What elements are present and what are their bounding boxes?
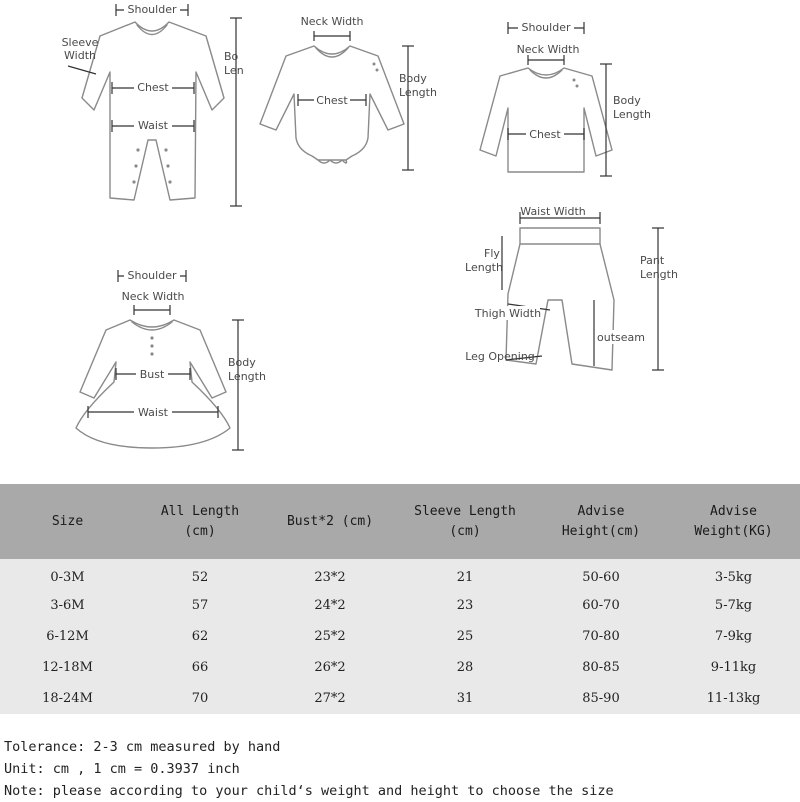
bodysuit-neck-width-label: Neck Width xyxy=(300,15,364,28)
cell-advise-height: 85-90 xyxy=(582,691,620,706)
size-chart-body xyxy=(0,559,800,714)
dress-body-label: Body xyxy=(228,356,256,369)
cell-bust: 27*2 xyxy=(314,691,346,706)
romper-sleeve-label: Sleeve xyxy=(61,36,99,49)
pants-leg-opening-label: Leg Opening xyxy=(465,350,535,363)
bodysuit-chest-label: Chest xyxy=(316,94,348,107)
cell-advise-height: 80-85 xyxy=(582,660,620,675)
cell-all-length: 66 xyxy=(191,660,209,675)
cell-sleeve-length: 23 xyxy=(456,598,474,613)
pants-diagram xyxy=(465,205,678,370)
romper-length-label: Len xyxy=(224,64,244,77)
cell-advise-weight: 3-5kg xyxy=(714,570,753,585)
cell-size: 0-3M xyxy=(50,570,85,585)
header-advise-weight: Advise Weight(KG) xyxy=(694,503,773,539)
top-length-label: Length xyxy=(613,108,651,121)
romper-waist-label: Waist xyxy=(137,119,169,132)
cell-bust: 25*2 xyxy=(314,629,346,644)
cell-advise-weight: 9-11kg xyxy=(710,660,757,675)
pants-fly-label: Fly xyxy=(484,247,500,260)
top-chest-label: Chest xyxy=(529,128,561,141)
cell-sleeve-length: 21 xyxy=(456,570,474,585)
dress-length-label: Length xyxy=(228,370,266,383)
cell-bust: 26*2 xyxy=(314,660,346,675)
dress-waist-label: Waist xyxy=(137,406,169,419)
dress-bust-label: Bust xyxy=(139,368,165,381)
cell-sleeve-length: 31 xyxy=(456,691,474,706)
tolerance-note: Tolerance: 2-3 cm measured by hand xyxy=(4,739,281,755)
pants-outseam-label: outseam xyxy=(597,331,645,344)
cell-all-length: 62 xyxy=(191,629,209,644)
romper-diagram xyxy=(62,2,244,206)
table-row xyxy=(0,621,800,652)
pants-pant-length-label: Length xyxy=(640,268,678,281)
dress-shoulder-label: Shoulder xyxy=(127,269,177,282)
cell-advise-height: 70-80 xyxy=(582,629,620,644)
cell-sleeve-length: 28 xyxy=(456,660,474,675)
size-advice-note: Note: please according to your child‘s weight and height to choose the size xyxy=(4,783,614,799)
top-body-label: Body xyxy=(613,94,641,107)
header-bust: Bust*2 (cm) xyxy=(286,513,374,529)
romper-body-label: Bo xyxy=(224,50,239,63)
cell-size: 3-6M xyxy=(50,598,85,613)
unit-note: Unit: cm , 1 cm = 0.3937 inch xyxy=(4,761,240,777)
cell-advise-height: 50-60 xyxy=(582,570,620,585)
top-neck-width-label: Neck Width xyxy=(516,43,580,56)
pants-waist-width-label: Waist Width xyxy=(520,205,586,218)
cell-all-length: 57 xyxy=(191,598,209,613)
cell-all-length: 70 xyxy=(191,691,209,706)
table-row xyxy=(0,590,800,621)
bodysuit-body-label: Body xyxy=(399,72,427,85)
cell-advise-weight: 5-7kg xyxy=(714,598,753,613)
size-chart-header xyxy=(0,484,800,559)
table-row xyxy=(0,559,800,590)
header-sleeve-length: Sleeve Length (cm) xyxy=(414,503,516,539)
header-size: Size xyxy=(51,513,84,529)
cell-bust: 23*2 xyxy=(314,570,346,585)
size-chart-table xyxy=(0,484,800,714)
pants-fly-length-label: Length xyxy=(465,261,503,274)
dress-diagram xyxy=(76,268,266,450)
cell-bust: 24*2 xyxy=(314,598,346,613)
notes-section xyxy=(4,736,800,802)
cell-advise-height: 60-70 xyxy=(582,598,620,613)
cell-size: 6-12M xyxy=(46,629,89,644)
romper-chest-label: Chest xyxy=(137,81,169,94)
dress-neck-width-label: Neck Width xyxy=(121,290,185,303)
top-shoulder-label: Shoulder xyxy=(521,21,571,34)
cell-advise-weight: 11-13kg xyxy=(706,691,761,706)
header-row xyxy=(0,484,800,559)
pants-thigh-width-label: Thigh Width xyxy=(474,307,542,320)
romper-sleeve-width-label: Width xyxy=(64,49,96,62)
bodysuit-length-label: Length xyxy=(399,86,437,99)
cell-size: 18-24M xyxy=(42,691,93,706)
cell-all-length: 52 xyxy=(191,570,209,585)
table-row xyxy=(0,652,800,683)
bodysuit-diagram xyxy=(260,15,437,170)
cell-size: 12-18M xyxy=(42,660,93,675)
top-diagram xyxy=(480,20,651,176)
header-all-length: All Length (cm) xyxy=(160,503,240,539)
table-row xyxy=(0,683,800,714)
cell-advise-weight: 7-9kg xyxy=(714,629,753,644)
romper-shoulder-label: Shoulder xyxy=(127,3,177,16)
header-advise-height: Advise Height(cm) xyxy=(561,503,641,539)
pants-pant-label: Pant xyxy=(640,254,665,267)
cell-sleeve-length: 25 xyxy=(456,629,474,644)
